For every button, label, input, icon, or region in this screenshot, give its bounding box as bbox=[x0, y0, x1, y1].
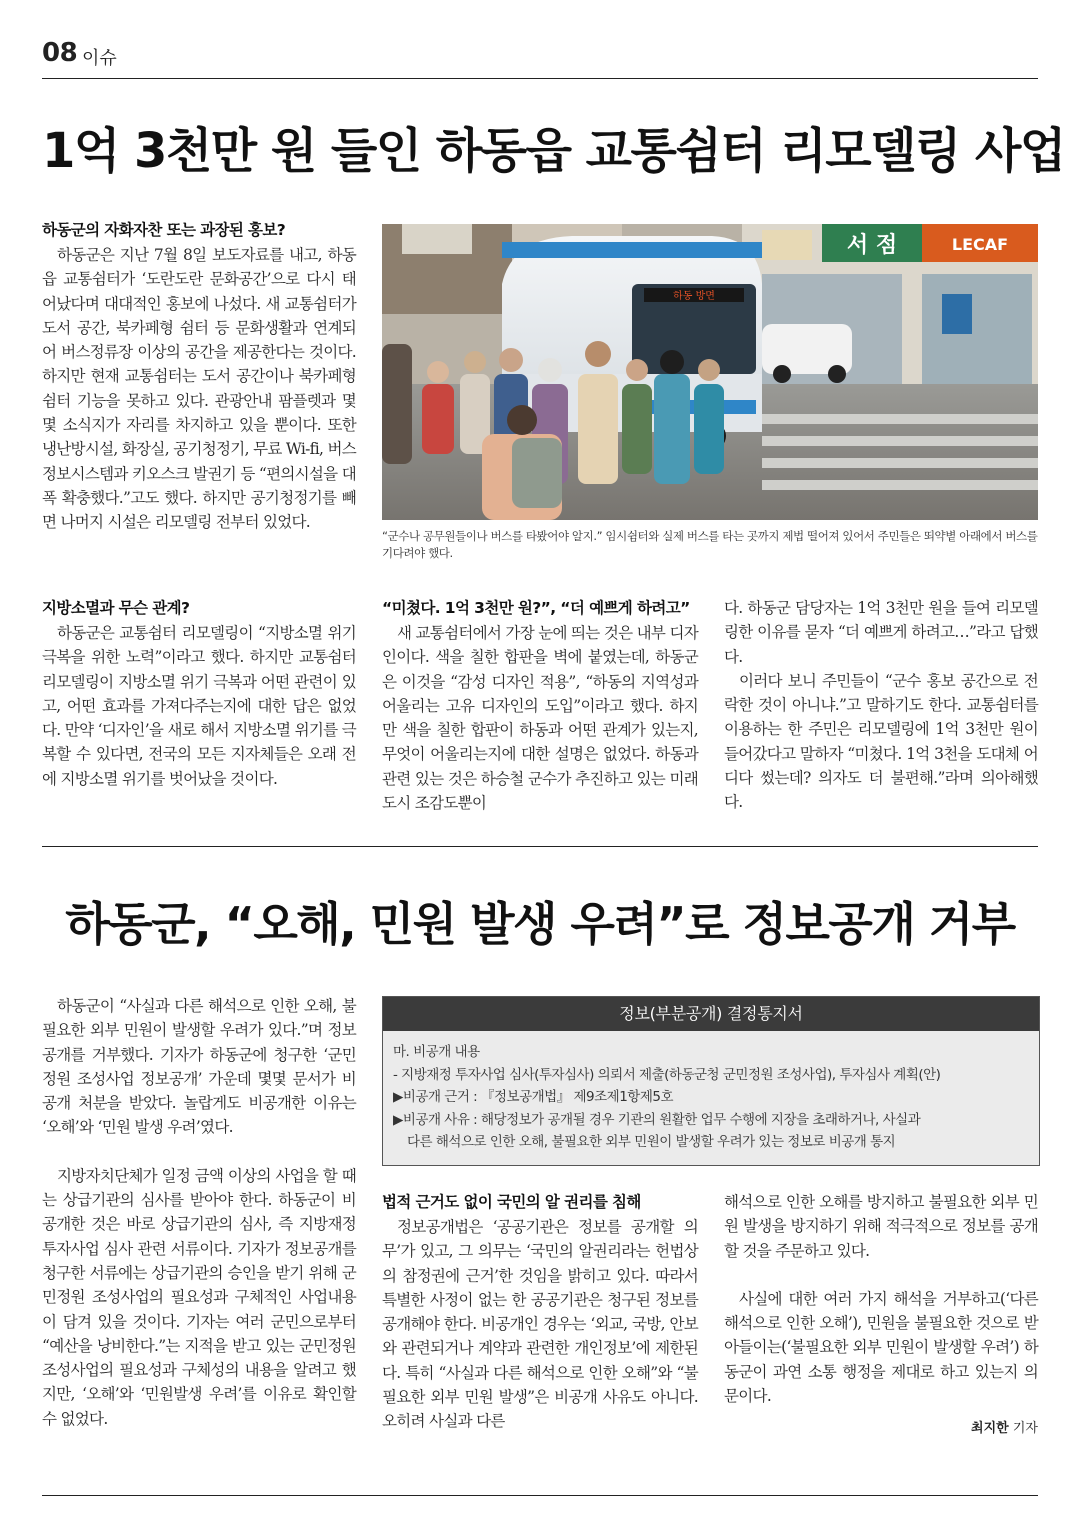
article1-col2 bbox=[382, 596, 698, 815]
notice-line: - 지방재정 투자사업 심사(투자심사) 의뢰서 제출(하동군청 군민정원 조성사업), 투자심사 계획(안) bbox=[393, 1066, 941, 1083]
article1-subhead-1: 하동군의 자화자찬 또는 과장된 홍보? bbox=[42, 221, 286, 239]
byline bbox=[971, 1417, 1038, 1436]
article2-col1 bbox=[42, 994, 356, 1431]
article-divider bbox=[42, 846, 1038, 847]
notice-title: 정보(부분공개) 결정통지서 bbox=[383, 997, 1039, 1031]
notice-line: 마. 비공개 내용 bbox=[393, 1044, 480, 1060]
article1-paragraph-4: 다. 하동군 담당자는 1억 3천만 원을 들여 리모델링한 이유를 묻자 “더 예쁘게 하려고…”라고 답했다. bbox=[724, 599, 1038, 666]
footer-rule bbox=[42, 1495, 1038, 1496]
article2-paragraph-1: 하동군이 “사실과 다른 해석으로 인한 오해, 불필요한 외부 민원이 발생할 우려가 있다.”며 정보공개를 거부했다. 기자가 하동군에 청구한 ‘군민정원 조성사업 정보공개’ 가운데 몇몇 문서가 비공개 처분을 받았다. 놀랍게도 비공개한 이유는 ‘오해’와 ‘민원 발생 우려’였다. bbox=[42, 997, 356, 1137]
article1-headline: 1억 3천만 원 들인 하동읍 교통쉼터 리모델링 사업 bbox=[42, 123, 1065, 179]
photo-caption: “군수나 공무원들이나 버스를 타봤어야 알지.” 임시쉼터와 실제 버스를 타는 곳까지 제법 떨어져 있어서 주민들은 뙤약볕 아래에서 버스를 기다려야 했다. bbox=[382, 529, 1038, 560]
page-number: 08 bbox=[42, 38, 78, 68]
bus-destination-display: 하동 방면 bbox=[673, 291, 715, 302]
article1-col1 bbox=[42, 218, 356, 535]
article1-col3 bbox=[724, 596, 1038, 815]
article2-paragraph-5: 사실에 대한 여러 가지 해석을 거부하고(‘다른 해석으로 인한 오해’), 민원을 불필요한 것으로 받아들이는(‘불필요한 외부 민원이 발생할 우려’) 하동군이 과연 소통 행정을 제대로 하고 있는지 의문이다. bbox=[724, 1289, 1038, 1406]
article2-paragraph-2: 지방자치단체가 일정 금액 이상의 사업을 할 때는 상급기관의 심사를 받아야 한다. 하동군이 비공개한 것은 바로 상급기관의 심사, 즉 지방재정 투자사업 심사 관련 서류이다. 기자가 정보공개를 청구한 서류에는 상급기관의 승인을 받기 위해 군민정원 조성사업의 필요성과 구체적인 사업내용이 담겨 있을 것이다. 기자는 여러 군민으로부터 “예산을 낭비한다.”는 지적을 받고 있는 군민정원 조성사업의 필요성과 구체성의 내용을 알려고 했지만, ‘오해’와 ‘민원발생 우려’를 이유로 확인할 수 없었다. bbox=[42, 1166, 356, 1428]
article1-paragraph-2: 하동군은 교통쉼터 리모델링이 “지방소멸 위기 극복을 위한 노력”이라고 했다. 하지만 교통쉼터 리모델링이 지방소멸 위기 극복과 어떤 관련이 있고, 어떤 효과를 가져다주는지에 대한 답은 없었다. 만약 ‘디자인’을 새로 해서 지방소멸 위기를 극복할 수 있다면, 전국의 모든 지자체들은 오래 전에 지방소멸 위기를 벗어났을 것이다. bbox=[42, 624, 356, 788]
article1-paragraph-3: 새 교통쉼터에서 가장 눈에 띄는 것은 내부 디자인이다. 색을 칠한 합판을 벽에 붙였는데, 하동군은 이것을 “감성 디자인 적용”, “하동의 지역성과 어울리는 고유 디자인의 도입”이라고 했다. 하지만 색을 칠한 합판이 하동과 어떤 관계가 있는지, 무엇이 어울리는지에 대한 설명은 없었다. 하동과 관련 있는 것은 하승철 군수가 추진하고 있는 미래도시 조감도뿐이 bbox=[382, 624, 698, 813]
article2-subhead: 법적 근거도 없이 국민의 알 권리를 침해 bbox=[382, 1193, 641, 1211]
article1-col1-lower bbox=[42, 596, 356, 791]
notice-body bbox=[393, 1041, 1029, 1154]
article2-col3 bbox=[724, 1190, 1038, 1408]
notice-line: ▶비공개 사유 : 해당정보가 공개될 경우 기관의 원활한 업무 수행에 지장을 초래하거나, 사실과 bbox=[393, 1111, 921, 1128]
article2-paragraph-4: 해석으로 인한 오해를 방지하고 불필요한 외부 민원 발생을 방지하기 위해 적극적으로 정보를 공개할 것을 주문하고 있다. bbox=[724, 1193, 1038, 1260]
article2-headline: 하동군, “오해, 민원 발생 우려”로 정보공개 거부 bbox=[65, 897, 1015, 951]
header-rule bbox=[42, 78, 1038, 79]
disclosure-notice-box bbox=[382, 996, 1040, 1166]
article2-paragraph-3: 정보공개법은 ‘공공기관은 정보를 공개할 의무’가 있고, 그 의무는 ‘국민의 알권리라는 헌법상의 참정권에 근거’한 것임을 밝히고 있다. 따라서 특별한 사정이 없는 한 공공기관은 청구된 정보를 공개해야 한다. 비공개인 경우는 ‘외교, 국방, 안보와 관련되거나 계약과 관련한 개인정보’에 제한된다. 특히 “사실과 다른 해석으로 인한 오해”와 “불필요한 외부 민원 발생”은 비공개 사유도 아니다. 오히려 사실과 다른 bbox=[382, 1218, 698, 1431]
shop-sign-cafe: LECAF bbox=[951, 235, 1009, 254]
article1-paragraph-1: 하동군은 지난 7월 8일 보도자료를 내고, 하동읍 교통쉼터가 ‘도란도란 문화공간’으로 다시 태어났다며 대대적인 홍보에 나섰다. 새 교통쉼터가 도서 공간, 북카페형 쉼터 등 문화생활과 연계되어 버스정류장 이상의 공간을 제공한다는 것이다. 하지만 현재 교통쉼터는 도서 공간이나 북카페형 쉼터 기능을 못하고 있다. 관광안내 팜플렛과 몇몇 소식지가 자리를 차지하고 있을 뿐이다. 또한 냉난방시설, 화장실, 공기청정기, 무료 Wi-fi, 버스정보시스템과 키오스크 발권기 등 “편의시설을 대폭 확충했다.”고도 했다. 하지만 공기청정기를 빼면 나머지 시설은 리모델링 전부터 있었다. bbox=[42, 246, 356, 532]
shop-sign-bookstore: 서 점 bbox=[846, 233, 898, 258]
article1-subhead-3: “미쳤다. 1억 3천만 원?”, “더 예쁘게 하려고” bbox=[382, 599, 690, 617]
section-label: 이슈 bbox=[82, 48, 117, 69]
article2-col2 bbox=[382, 1190, 698, 1434]
article1-paragraph-5: 이러다 보니 주민들이 “군수 홍보 공간으로 전락한 것이 아니냐.”고 말하기도 한다. 교통쉼터를 이용하는 한 주민은 리모델링에 1억 3천만 원이 들어갔다고 말하자 “미쳤다. 1억 3천을 도대체 어디다 썼는데? 의자도 더 불편해.”라며 의아해했다. bbox=[724, 671, 1038, 812]
bus-stop-photo bbox=[382, 224, 1038, 520]
notice-line: ▶비공개 근거 : 『정보공개법』 제9조제1항제5호 bbox=[393, 1089, 674, 1105]
article1-subhead-2: 지방소멸과 무슨 관계? bbox=[42, 599, 190, 617]
byline-role: 기자 bbox=[1012, 1421, 1038, 1436]
notice-line: 다른 해석으로 인한 오해, 불필요한 외부 민원이 발생할 우려가 있는 정보로 비공개 통지 bbox=[407, 1134, 896, 1150]
byline-name: 최지한 bbox=[971, 1421, 1009, 1436]
